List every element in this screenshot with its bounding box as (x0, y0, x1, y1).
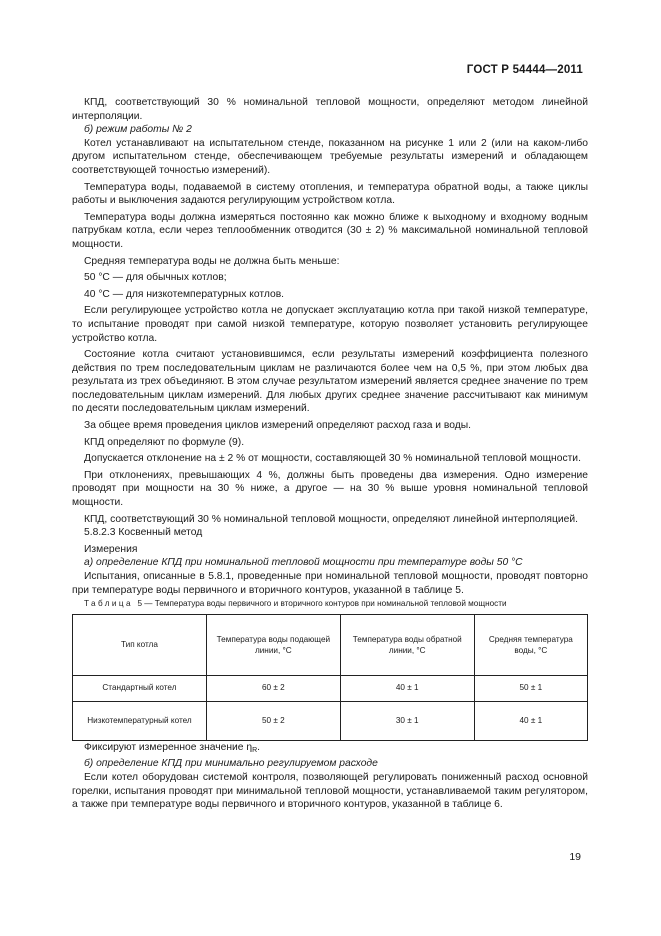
paragraph: Фиксируют измеренное значение $\eta_R$. (84, 741, 261, 754)
list-item-b: б) режим работы № 2 (84, 124, 192, 136)
paragraph: Котел устанавливают на испытательном стенде, показанном на рисунке 1 или 2 (или на каком-либо другом испытательном стенде, обеспечивающем требуемые результаты измерений и обладающем соответствующей точностью измерений). (72, 137, 588, 176)
body-text (72, 96, 588, 812)
paragraph: Испытания, описанные в 5.8.1, проведенные при номинальной тепловой мощности, проводят повторно при температуре воды первичного и вторичного контуров, указанной в таблице 5. (72, 571, 588, 596)
paragraph: КПД, соответствующий 30 % номинальной тепловой мощности, определяют линейной интерполяцией. (84, 513, 578, 525)
paragraph: Измерения (84, 543, 138, 555)
column-header: Средняя температура воды, °С (474, 614, 587, 675)
column-header: Температура воды обратной линии, °С (340, 614, 474, 675)
column-header: Тип котла (73, 614, 207, 675)
paragraph: Если котел оборудован системой контроля, позволяющей регулировать пониженный расход основной горелки, испытания проводят при минимальной тепловой мощности, устанавливаемой таким регулятором, а также при температуре воды первичного и вторичного контуров, указанной в таблице 6. (72, 771, 588, 811)
paragraph: Если регулирующее устройство котла не допускает эксплуатацию котла при такой низкой температуре, то испытание проводят при самой низкой температуре, которую позволяет установить регулирующее устройство котла. (72, 305, 588, 344)
paragraph: Допускается отклонение на ± 2 % от мощности, составляющей 30 % номинальной тепловой мощности. (84, 453, 581, 465)
paragraph: КПД, соответствующий 30 % номинальной тепловой мощности, определяют методом линейной интерполяции. (72, 97, 588, 122)
list-item: 50 °С — для обычных котлов; (84, 272, 227, 284)
table-cell: 40 ± 1 (340, 675, 474, 701)
page-number: 19 (569, 851, 581, 863)
list-item-a: а) определение КПД при номинальной тепловой мощности при температуре воды 50 °С (84, 557, 523, 569)
column-header: Температура воды подающей линии, °С (206, 614, 340, 675)
paragraph: За общее время проведения циклов измерений определяют расход газа и воды. (84, 420, 472, 432)
table-cell: 30 ± 1 (340, 701, 474, 740)
list-item: 40 °С — для низкотемпературных котлов. (84, 288, 285, 300)
list-item-b: б) определение КПД при минимально регулируемом расходе (84, 758, 378, 770)
table-caption-label: Таблица (84, 599, 133, 609)
table-cell: 40 ± 1 (474, 701, 587, 740)
table-cell: Низкотемпературный котел (73, 701, 207, 740)
table-cell: 50 ± 1 (474, 675, 587, 701)
paragraph: Средняя температура воды не должна быть меньше: (84, 255, 340, 267)
table-caption-text: 5 — Температура воды первичного и вторичного контуров при номинальной тепловой мощности (137, 599, 507, 609)
paragraph: Состояние котла считают установившимся, если результаты измерений коэффициента полезного действия по трем последовательным циклам не различаются более чем на 0,5 %, при этом любых два результата из трех объединяют. В этом случае результатом измерений является среднее значение по трем последовательным циклам измерений. Для любых других среднее значение рассчитывают как минимум по десяти последовательным циклам измерений. (72, 349, 588, 415)
paragraph: При отклонениях, превышающих 4 %, должны быть проведены два измерения. Одно измерение проводят при мощности на 30 % ниже, а другое — на 30 % выше уровня номинальной тепловой мощности. (72, 469, 588, 509)
table-header-row (73, 614, 588, 675)
paragraph: Температура воды должна измеряться постоянно как можно ближе к выходному и входному водным патрубкам котла, если через теплообменник отводится (30 ± 2) % максимальной номинальной тепловой мощности. (72, 211, 588, 250)
table-cell: 60 ± 2 (206, 675, 340, 701)
table-cell: Стандартный котел (73, 675, 207, 701)
document-id: ГОСТ Р 54444—2011 (466, 64, 583, 76)
table-row (73, 701, 588, 740)
table-cell: 50 ± 2 (206, 701, 340, 740)
table-row (73, 675, 588, 701)
temperature-table (72, 614, 588, 741)
paragraph: Температура воды, подаваемой в систему отопления, и температура обратной воды, а также циклы работы и выключения задаются регулирующим устройством котла. (72, 181, 588, 207)
table-caption (72, 597, 588, 611)
paragraph: КПД определяют по формуле (9). (84, 436, 245, 448)
section-heading: 5.8.2.3 Косвенный метод (84, 527, 203, 539)
